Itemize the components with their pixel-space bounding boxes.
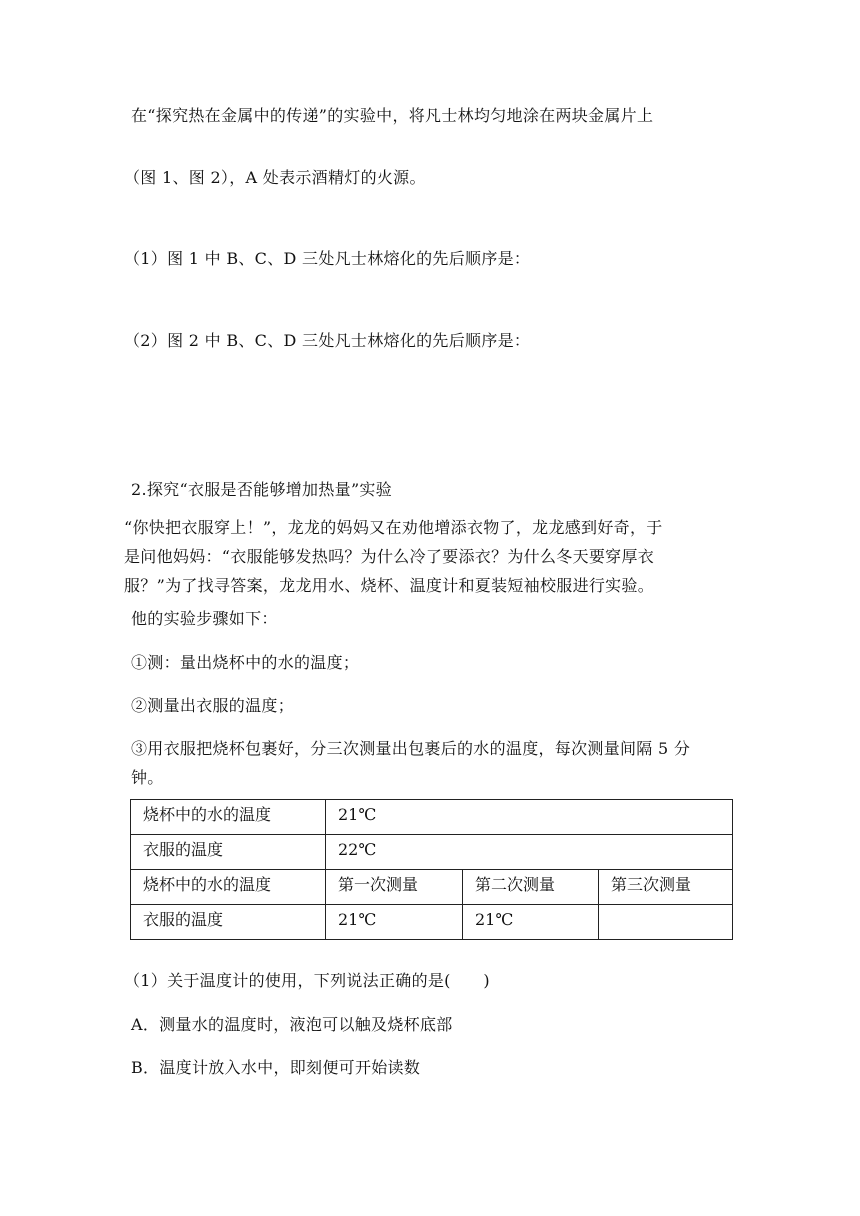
- question-1-part-1: （1）图 1 中 B、C、D 三处凡士林熔化的先后顺序是：: [124, 249, 531, 268]
- table-cell-label: 烧杯中的水的温度: [131, 870, 326, 905]
- table-cell-value: 22℃: [326, 835, 733, 870]
- option-b: B．温度计放入水中，即刻便可开始读数: [131, 1058, 421, 1077]
- table-cell-label: 衣服的温度: [131, 835, 326, 870]
- table-cell-label: 衣服的温度: [131, 905, 326, 940]
- table-cell-header: 第二次测量: [463, 870, 599, 905]
- step-3-line: ③用衣服把烧杯包裹好，分三次测量出包裹后的水的温度，每次测量间隔 5 分: [131, 739, 691, 758]
- intro-line-2: （图 1、图 2），A 处表示酒精灯的火源。: [124, 168, 426, 187]
- step-3-line: 钟。: [131, 768, 164, 787]
- intro-line-1: 在“探究热在金属中的传递”的实验中，将凡士林均匀地涂在两块金属片上: [131, 106, 654, 125]
- story-line: “你快把衣服穿上！”，龙龙的妈妈又在劝他增添衣物了，龙龙感到好奇，于: [124, 518, 663, 537]
- table-cell-header: 第一次测量: [326, 870, 463, 905]
- table-cell-value: 21℃: [326, 905, 463, 940]
- option-a: A．测量水的温度时，液泡可以触及烧杯底部: [131, 1015, 453, 1034]
- story-line: 是问他妈妈：“衣服能够发热吗？为什么冷了要添衣？为什么冬天要穿厚衣: [124, 547, 655, 566]
- story-paragraph: [124, 513, 726, 600]
- table-row: [131, 870, 733, 905]
- table-row: [131, 800, 733, 835]
- table-cell-value: 21℃: [326, 800, 733, 835]
- step-3: [131, 734, 733, 792]
- story-line: 服？”为了找寻答案，龙龙用水、烧杯、温度计和夏装短袖校服进行实验。: [124, 576, 655, 595]
- steps-intro: 他的实验步骤如下：: [131, 609, 278, 628]
- table-cell-empty[interactable]: [599, 905, 733, 940]
- table-row: [131, 835, 733, 870]
- question-2-1: （1）关于温度计的使用，下列说法正确的是( ): [124, 971, 490, 990]
- table-cell-header: 第三次测量: [599, 870, 733, 905]
- question-1-part-2: （2）图 2 中 B、C、D 三处凡士林熔化的先后顺序是：: [124, 331, 531, 350]
- table-cell-value: 21℃: [463, 905, 599, 940]
- question-2-title: 2.探究“衣服是否能够增加热量”实验: [131, 480, 393, 499]
- step-1: ①测：量出烧杯中的水的温度；: [131, 653, 360, 672]
- table-cell-label: 烧杯中的水的温度: [131, 800, 326, 835]
- temperature-table: [130, 799, 733, 940]
- step-2: ②测量出衣服的温度；: [131, 696, 295, 715]
- table-row: [131, 905, 733, 940]
